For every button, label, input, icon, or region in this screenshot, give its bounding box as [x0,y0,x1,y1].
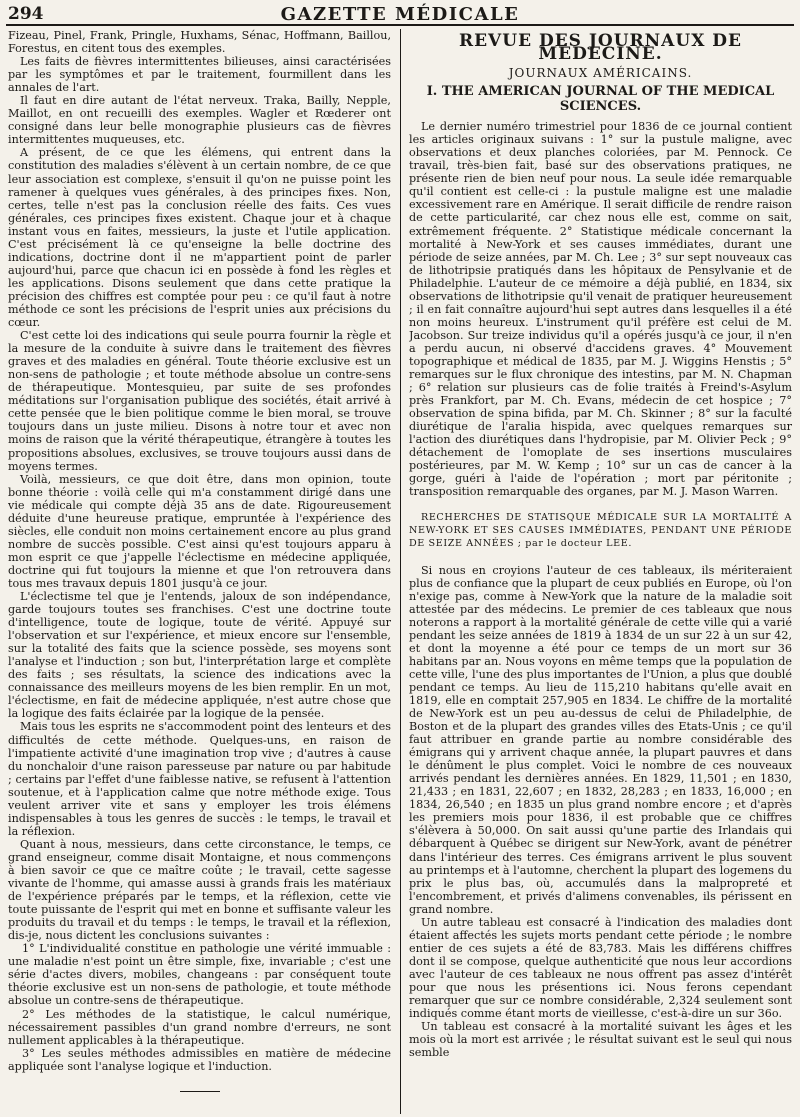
right-column [409,29,792,1114]
paragraph: Voilà, messieurs, ce que doit être, dans mon opinion, toute bonne théorie : voilà celle qui m'a constamment dirigé dans une vie médicale qui compte déjà 35 ans de date. Rigoureusement déduite d'une heureuse pratique, empruntée à l'expérience des siècles, elle conduit non moins certainement encore au plus grand nombre de succès possible. C'est ainsi qu'est toujours apparu à mon esprit ce que j'appelle l'éclectisme en médecine appliquée, doctrine qui fut toujours la mienne et que l'on retrouvera dans tous mes travaux depuis 1801 jusqu'à ce jour. [8,472,391,590]
paragraph: Si nous en croyions l'auteur de ces tableaux, ils mériteraient plus de confiance que la plupart de ceux publiés en Europe, où l'on n'exige pas, comme à New-York que la nature de la maladie soit attestée par des médecins. Le premier de ces tableaux que nous noterons a rapport à la mortalité générale de cette ville qui a varié pendant les seize années de 1819 à 1834 de un sur 22 à un sur 42, et dont la moyenne a été pour ce temps de un mort sur 36 habitans par an. Nous voyons en même temps que la population de cette ville, l'une des plus importantes de l'Union, a plus que doublé pendant ce temps. Au lieu de 115,210 habitans qu'elle avait en 1819, elle en comptait 257,905 en 1834. Le chiffre de la mortalité de New-York est un peu au-dessus de celui de Philadelphie, de Boston et de la plupart des grandes villes des Etats-Unis ; ce qu'il faut attribuer en grande partie au nombre considérable des émigrans qui y arrivent chaque année, la plupart pauvres et dans le dénûment le plus complet. Voici le nombre de ces nouveaux arrivés pendant les dernières années. En 1829, 11,501 ; en 1830, 21,433 ; en 1831, 22,607 ; en 1832, 28,283 ; en 1833, 16,000 ; en 1834, 26,540 ; en 1835 un plus grand nombre encore ; et d'après les premiers mois pour 1836, il est probable que ce chiffres s'élèvera à 50,000. On sait aussi qu'une partie des Irlandais qui débarquent à Québec se dirigent sur New-York, avant de pénétrer dans l'intérieur des terres. Ces émigrans arrivent le plus souvent au printemps et à l'automne, cherchent la plupart des logemens du prix le plus bas, où, accumulés dans la malpropreté et l'encombrement, et privés d'alimens convenables, ils périssent en grand nombre. [409,563,792,916]
conclusion-item: 3° Les seules méthodes admissibles en matière de médecine appliquée sont l'analyse logique et l'induction. [8,1046,391,1073]
left-column [8,29,391,1114]
paragraph: Le dernier numéro trimestriel pour 1836 de ce journal contient les articles originaux suivans : 1° sur la pustule maligne, avec observations et deux planches coloriées, par M. Pennock. Ce travail, très-bien fait, basé sur des observations pratiques, ne présente rien de bien neuf pour nous. La seule idée remarquable qu'il contient est celle-ci : la pustule maligne est une maladie excessivement rare en Amérique. Il serait difficile de rendre raison de cette particularité, car chez nous elle est, comme on sait, extrêmement fréquente. 2° Statistique médicale concernant la mortalité à New-York et ses causes immédiates, durant une période de seize années, par M. Ch. Lee ; 3° sur sept nouveaux cas de lithotripsie pratiqués dans les hôpitaux de Pensylvanie et de Philadelphie. L'auteur de ce mémoire a déjà publié, en 1834, six observations de lithotripsie qu'il venait de pratiquer heureusement ; il en fait connaître aujourd'hui sept autres dans lesquelles il a été non moins heureux. L'instrument qu'il préfère est celui de M. Jacobson. Sur treize individus qu'il a opérés jusqu'à ce jour, il n'en a perdu aucun, ni observé d'accidens graves. 4° Mouvement topographique et médical de 1835, par M. J. Wiggins Henstis ; 5° remarques sur le flux chronique des intestins, par M. N. Chapman ; 6° relation sur plusieurs cas de folie traités à Freind's-Asylum près Frankfort, par M. Ch. Evans, médecin de cet hospice ; 7° observation de spina bifida, par M. Ch. Skinner ; 8° sur la faculté diurétique de l'aralia hispida, avec quelques remarques sur l'action des diurétiques dans l'hydropisie, par M. Olivier Peck ; 9° détachement de l'omoplate de ses insertions musculaires postérieures, par M. W. Kemp ; 10° sur un cas de cancer à la gorge, guéri à l'aide de l'opération ; mort par péritonite ; transposition remarquable des organes, par M. J. Mason Warren. [409,120,792,499]
paragraph: Il faut en dire autant de l'état nerveux. Traka, Bailly, Nepple, Maillot, en ont recueilli des exemples. Wagler et Rœderer ont consigné dans leur belle monographie plusieurs cas de fièvres intermittentes muqueuses, etc. [8,94,391,147]
paragraph: Fizeau, Pinel, Frank, Pringle, Huxhams, Sénac, Hoffmann, Baillou, Forestus, en citent tous des exemples. [8,29,391,56]
paragraph: Mais tous les esprits ne s'accommodent point des lenteurs et des difficultés de cette méthode. Quelques-uns, en raison de l'impatiente activité d'une imagination trop vive ; d'autres à cause du nonchaloir d'une raison paresseuse par nature ou par habitude ; certains par l'effet d'une faiblesse native, se refusent à l'attention soutenue, et à l'application calme que notre méthode exige. Tous veulent arriver vite et sans y employer les trois élémens indispensables à tous les genres de succès : le temps, le travail et la réflexion. [8,720,391,838]
section-subtitle: JOURNAUX AMÉRICAINS. [508,66,693,81]
columns [6,29,794,1114]
column-divider [400,29,401,1114]
conclusion-item: 2° Les méthodes de la statistique, le calcul numérique, nécessairement passibles d'un grand nombre d'erreurs, ne sont nullement applicables à la thérapeutique. [8,1007,391,1047]
page-number: 294 [8,4,44,24]
article-heading: RECHERCHES DE STATISQUE MÉDICALE SUR LA MORTALITÉ A NEW-YORK ET SES CAUSES IMMÉDIATES, PENDANT UNE PÉRIODE DE SEIZE ANNÉES ; par le docteur LEE. [409,511,792,549]
journal-heading: I. THE AMERICAN JOURNAL OF THE MEDICAL SCIENCES. [426,84,775,115]
running-title: GAZETTE MÉDICALE [280,4,520,25]
paragraph: Un tableau est consacré à la mortalité suivant les âges et les mois où la mort est arrivée ; le résultat suivant est le seul qui nous semble [409,1020,792,1060]
end-rule [180,1091,220,1092]
paragraph: A présent, de ce que les élémens, qui entrent dans la constitution des maladies s'élèvent à un certain nombre, de ce que leur association est complexe, s'ensuit il qu'on ne puisse point les ramener à quelques vues générales, à des principes fixes. Non, certes, telle n'est pas la conclusion réelle des faits. Ces vues générales, ces principes fixes existent. Chaque jour et à chaque instant vous en faites, messieurs, la juste et l'utile application. C'est précisément là ce qu'enseigne la belle doctrine des indications, doctrine dont il ne m'appartient point de parler aujourd'hui, parce que chacun ici en possède à fond les règles et les applications. Disons seulement que dans cette pratique la précision des chiffres est comptée pour peu : ce qu'il faut à notre méthode ce sont les précisions de l'esprit unies aux précisions du cœur. [8,146,391,330]
section-title: REVUE DES JOURNAUX DE MÉDECINE. [458,31,743,65]
paragraph: Un autre tableau est consacré à l'indication des maladies dont étaient affectés les sujets morts pendant cette période ; le nombre entier de ces sujets a été de 83,783. Mais les différens chiffres dont il se compose, quelque authenticité que nous leur accordions avec l'auteur de ces tableaux ne nous offrent pas assez d'intérêt pour que nous les présentions ici. Nous ferons cependant remarquer que sur ce nombre considérable, 2,324 seulement sont indiqués comme étant morts de vieillesse, c'est-à-dire un sur 36o. [409,915,792,1021]
paragraph: Les faits de fièvres intermittentes bilieuses, ainsi caractérisées par les symptômes et par le traitement, fourmillent dans les annales de l'art. [8,55,391,95]
conclusion-item: 1° L'individualité constitue en pathologie une vérité immuable : une maladie n'est point un être simple, fixe, invariable ; c'est une série d'actes divers, mobiles, changeans : par conséquent toute théorie exclusive est un non-sens de pathologie, et toute méthode absolue un contre-sens de thérapeutique. [8,942,391,1008]
paragraph: L'éclectisme tel que je l'entends, jaloux de son indépendance, garde toujours toutes ses franchises. C'est une doctrine toute d'intelligence, toute de logique, toute de vérité. Appuyé sur l'observation et sur l'expérience, et mieux encore sur l'ensemble, sur la totalité des faits que la science possède, ses moyens sont l'analyse et l'induction ; son but, l'interprétation large et complète des faits ; ses résultats, la science des indications avec la connaissance des meilleurs moyens de les bien remplir. En un mot, l'éclectisme, en fait de médecine appliquée, n'est autre chose que la logique des faits éclairée par la logique de la pensée. [8,590,391,721]
page-header [6,4,794,26]
paragraph: C'est cette loi des indications qui seule pourra fournir la règle et la mesure de la conduite à suivre dans le traitement des fièvres graves et des maladies en général. Toute théorie exclusive est un non-sens de pathologie ; et toute méthode absolue un contre-sens de thérapeutique. Montesquieu, par suite de ses profondes méditations sur l'organisation publique des sociétés, était arrivé à cette pensée que le bien politique comme le bien moral, se trouve toujours dans un juste milieu. Disons à notre tour et avec non moins de raison que la vérité thérapeutique, étrangère à toutes les propositions absolues, exclusives, se trouve toujours aussi dans de moyens termes. [8,329,391,473]
paragraph: Quant à nous, messieurs, dans cette circonstance, le temps, ce grand enseigneur, comme disait Montaigne, et nous commençons à bien savoir ce que ce maître coûte ; le travail, cette sagesse vivante de l'homme, qui amasse aussi à grands frais les matériaux de l'expérience préparés par le temps, et la réflexion, cette vie toute puissante de l'esprit qui met en bonne et suffisante valeur les produits du travail et du temps : le temps, le travail et la réflexion, dis-je, nous dictent les conclusions suivantes : [8,837,391,943]
